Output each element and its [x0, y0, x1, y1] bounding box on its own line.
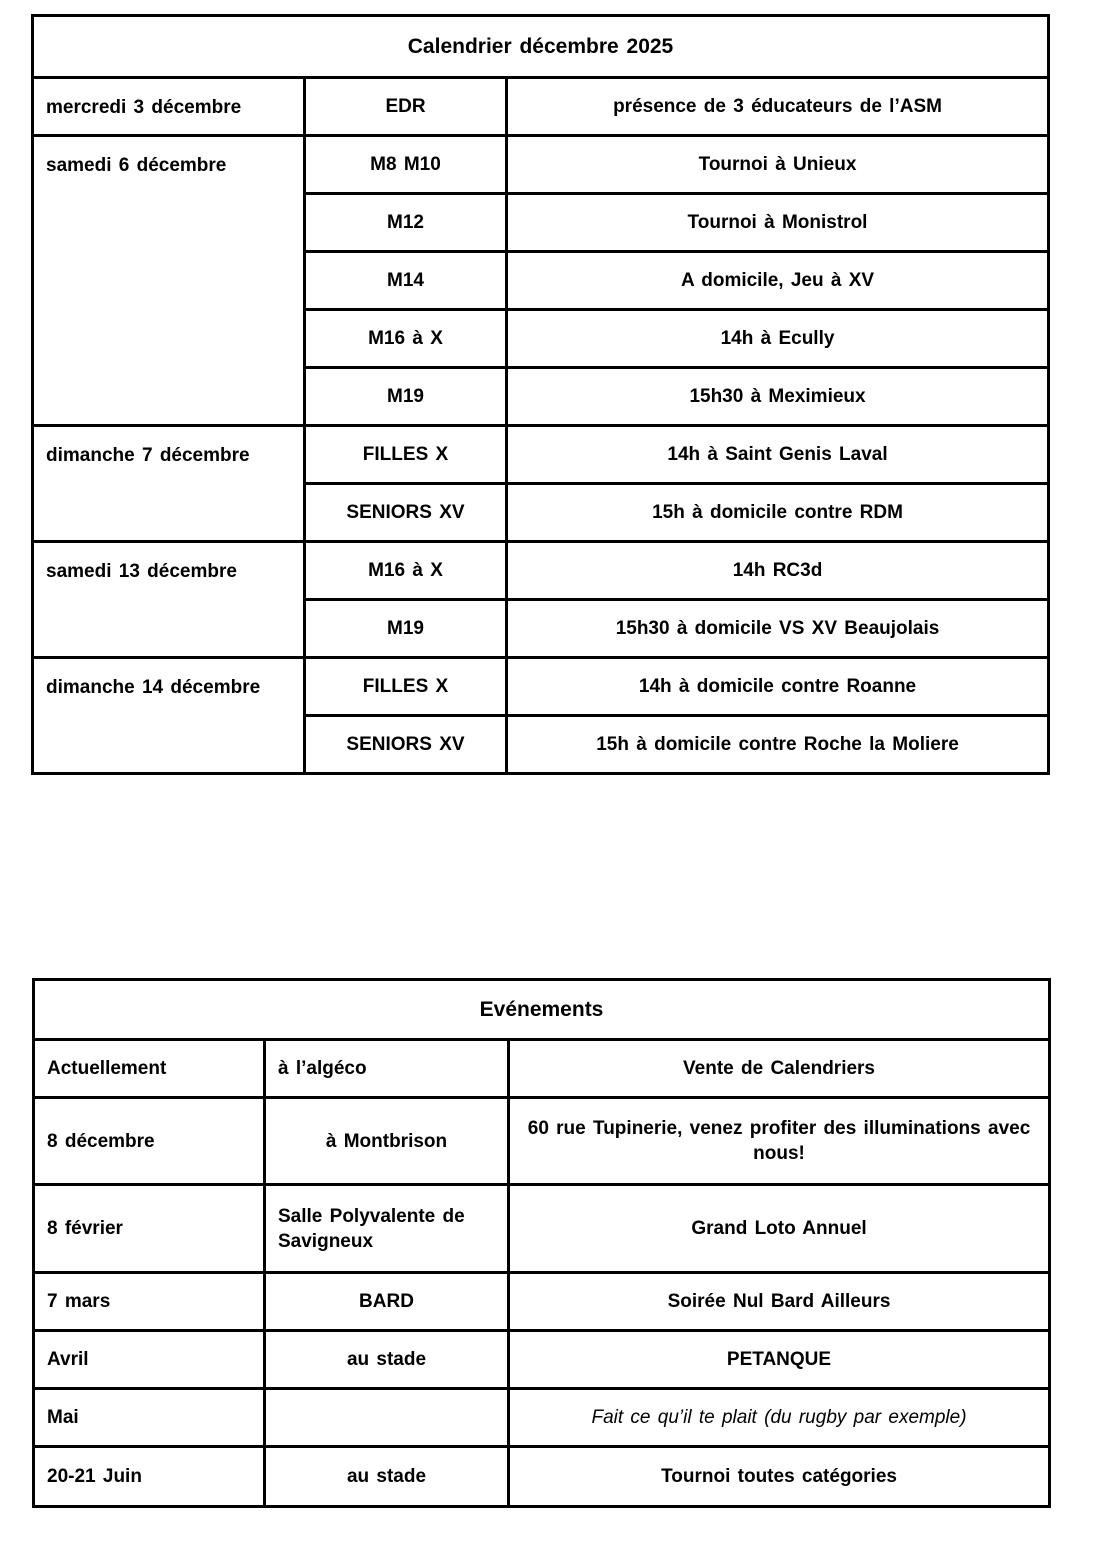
- team-cell: EDR: [305, 78, 507, 136]
- detail-cell: Tournoi à Monistrol: [507, 194, 1049, 252]
- event-place-cell: à l’algéco: [265, 1040, 509, 1098]
- detail-cell: 15h à domicile contre Roche la Moliere: [507, 716, 1049, 774]
- events-table: [32, 978, 1051, 1508]
- team-cell: M19: [305, 368, 507, 426]
- event-desc-cell: Vente de Calendriers: [509, 1040, 1050, 1098]
- team-cell: SENIORS XV: [305, 716, 507, 774]
- team-cell: SENIORS XV: [305, 484, 507, 542]
- table-row: [33, 78, 1049, 136]
- event-date-cell: Actuellement: [34, 1040, 265, 1098]
- team-cell: M8 M10: [305, 136, 507, 194]
- event-date-cell: Avril: [34, 1331, 265, 1389]
- event-place-cell: BARD: [265, 1273, 509, 1331]
- event-desc-cell: 60 rue Tupinerie, venez profiter des illuminations avec nous!: [509, 1098, 1050, 1185]
- date-cell: mercredi 3 décembre: [33, 78, 305, 136]
- table-row: [34, 1098, 1050, 1185]
- date-cell: dimanche 14 décembre: [33, 658, 305, 774]
- table-row: [33, 658, 1049, 716]
- event-desc-cell: Fait ce qu’il te plait (du rugby par exemple): [509, 1389, 1050, 1447]
- calendar-title: Calendrier décembre 2025: [33, 16, 1049, 78]
- event-place-cell: Salle Polyvalente de Savigneux: [265, 1185, 509, 1273]
- event-date-cell: 8 décembre: [34, 1098, 265, 1185]
- detail-cell: 14h RC3d: [507, 542, 1049, 600]
- event-place-cell: au stade: [265, 1331, 509, 1389]
- table-row: [33, 542, 1049, 600]
- team-cell: FILLES X: [305, 426, 507, 484]
- table-row: [34, 1185, 1050, 1273]
- team-cell: M14: [305, 252, 507, 310]
- team-cell: M16 à X: [305, 542, 507, 600]
- date-cell: dimanche 7 décembre: [33, 426, 305, 542]
- detail-cell: 15h30 à domicile VS XV Beaujolais: [507, 600, 1049, 658]
- events-title: Evénements: [34, 980, 1050, 1040]
- event-date-cell: 7 mars: [34, 1273, 265, 1331]
- event-desc-cell: Tournoi toutes catégories: [509, 1447, 1050, 1507]
- table-row: [34, 1389, 1050, 1447]
- detail-cell: A domicile, Jeu à XV: [507, 252, 1049, 310]
- date-cell: samedi 13 décembre: [33, 542, 305, 658]
- table-row: [33, 136, 1049, 194]
- event-place-cell: à Montbrison: [265, 1098, 509, 1185]
- table-row: [34, 1273, 1050, 1331]
- event-place-cell: au stade: [265, 1447, 509, 1507]
- team-cell: M19: [305, 600, 507, 658]
- detail-cell: 15h à domicile contre RDM: [507, 484, 1049, 542]
- event-desc-cell: Soirée Nul Bard Ailleurs: [509, 1273, 1050, 1331]
- detail-cell: présence de 3 éducateurs de l’ASM: [507, 78, 1049, 136]
- events-title-row: [34, 980, 1050, 1040]
- calendar-table: [31, 14, 1050, 775]
- team-cell: M12: [305, 194, 507, 252]
- detail-cell: 14h à Ecully: [507, 310, 1049, 368]
- event-place-cell: [265, 1389, 509, 1447]
- detail-cell: 14h à domicile contre Roanne: [507, 658, 1049, 716]
- table-row: [34, 1331, 1050, 1389]
- event-date-cell: Mai: [34, 1389, 265, 1447]
- calendar-title-row: [33, 16, 1049, 78]
- event-desc-cell: Grand Loto Annuel: [509, 1185, 1050, 1273]
- team-cell: M16 à X: [305, 310, 507, 368]
- event-date-cell: 8 février: [34, 1185, 265, 1273]
- event-desc-cell: PETANQUE: [509, 1331, 1050, 1389]
- date-cell: samedi 6 décembre: [33, 136, 305, 426]
- detail-cell: 15h30 à Meximieux: [507, 368, 1049, 426]
- detail-cell: 14h à Saint Genis Laval: [507, 426, 1049, 484]
- table-row: [34, 1447, 1050, 1507]
- table-row: [33, 426, 1049, 484]
- table-row: [34, 1040, 1050, 1098]
- event-date-cell: 20-21 Juin: [34, 1447, 265, 1507]
- team-cell: FILLES X: [305, 658, 507, 716]
- detail-cell: Tournoi à Unieux: [507, 136, 1049, 194]
